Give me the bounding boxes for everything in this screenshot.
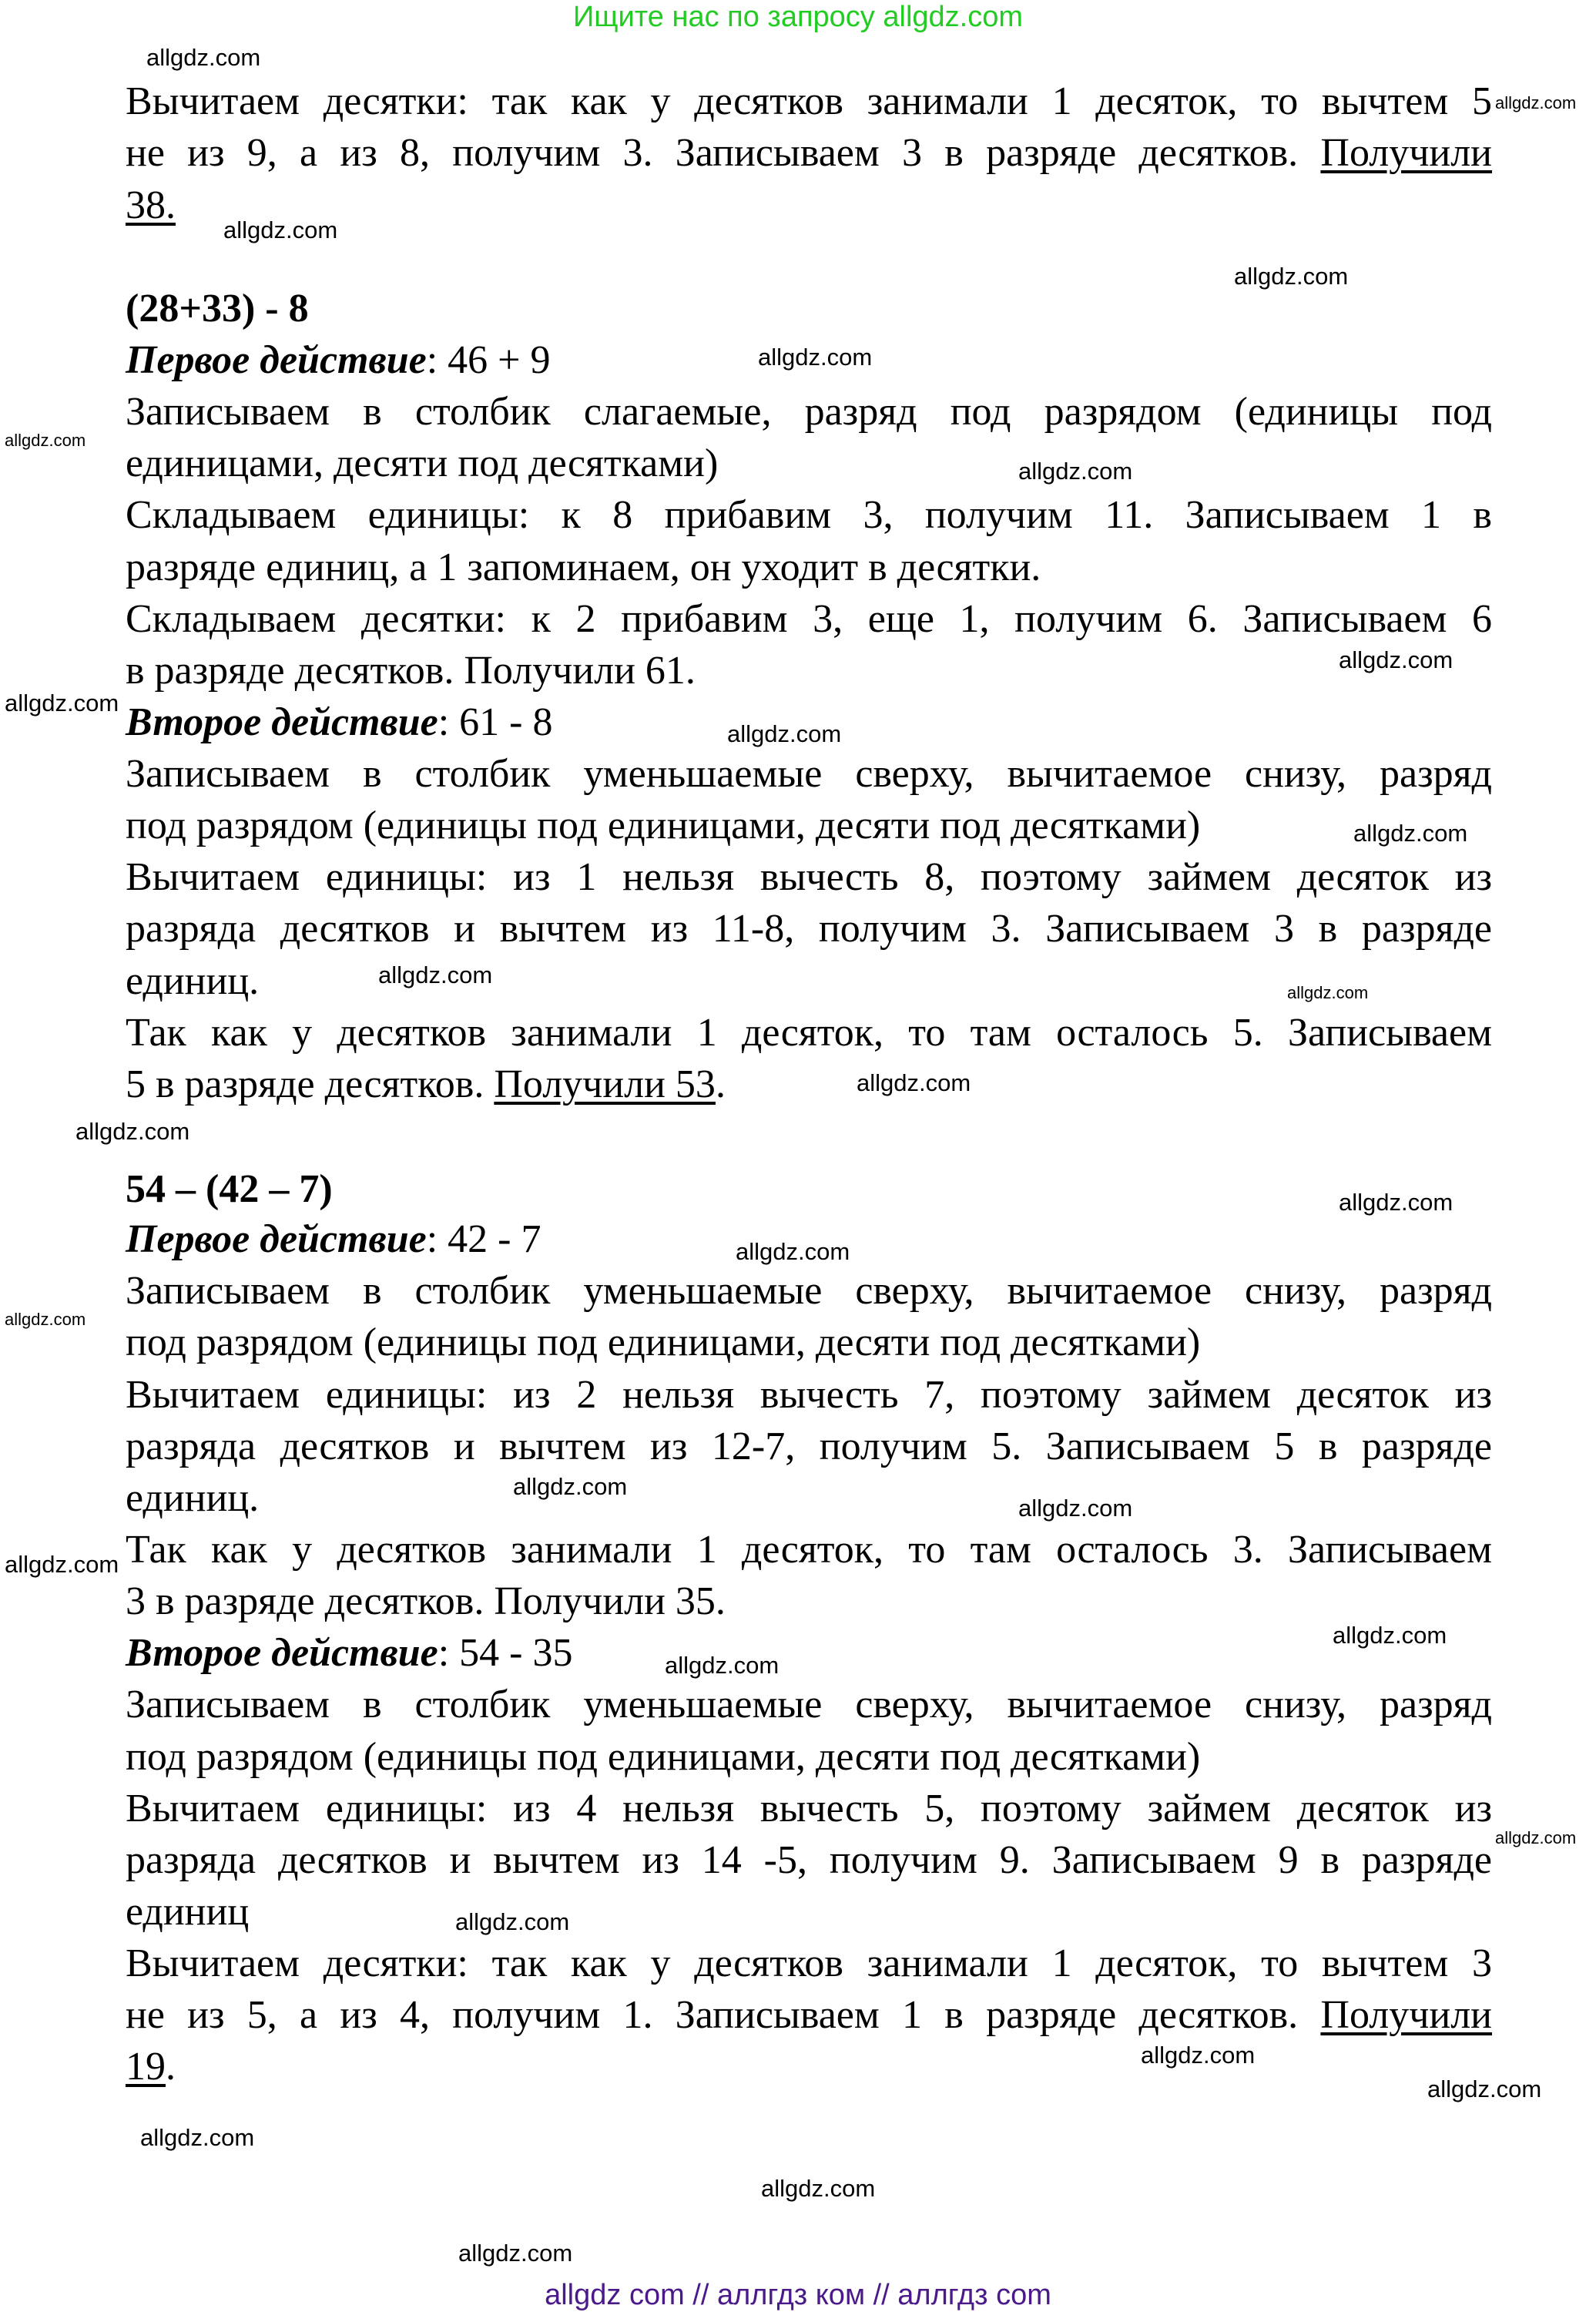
text-line xyxy=(126,1938,1492,1989)
watermark: allgdz.com xyxy=(1353,820,1468,847)
watermark: allgdz.com xyxy=(75,1118,190,1145)
text-line xyxy=(126,748,1492,800)
text-line xyxy=(126,593,1492,645)
watermark: allgdz.com xyxy=(513,1473,628,1500)
text-line xyxy=(126,696,552,748)
line-text: разряда десятков и вычтем из 12-7, получим 5. Записываем 5 в разряде xyxy=(126,1424,1492,1468)
answer-underlined: 38. xyxy=(126,183,176,227)
text-line xyxy=(126,127,1492,179)
text-line xyxy=(126,800,1200,851)
watermark: allgdz.com xyxy=(857,1069,971,1096)
line-text: единицами, десяти под десятками) xyxy=(126,441,719,485)
action-label: Второе действие xyxy=(126,1631,438,1675)
line-text: Складываем десятки: к 2 прибавим 3, еще 1, получим 6. Записываем 6 xyxy=(126,597,1492,641)
text-line xyxy=(126,489,1492,541)
text-line xyxy=(126,1213,541,1265)
action-label: Первое действие xyxy=(126,338,427,382)
watermark: allgdz.com xyxy=(1234,263,1349,290)
watermark: allgdz.com xyxy=(378,961,493,988)
line-text: Вычитаем единицы: из 2 нельзя вычесть 7, поэтому займем десяток из xyxy=(126,1373,1492,1417)
watermark: allgdz.com xyxy=(1333,1622,1447,1649)
line-text: (28+33) - 8 xyxy=(126,287,309,331)
line-text: Записываем в столбик уменьшаемые сверху, вычитаемое снизу, разряд xyxy=(126,1269,1492,1313)
answer-underlined: Получили 53 xyxy=(494,1062,716,1106)
line-text: Записываем в столбик слагаемые, разряд под разрядом (единицы под xyxy=(126,390,1492,434)
answer-underlined: Получили xyxy=(1320,131,1492,175)
watermark: allgdz.com xyxy=(736,1238,850,1265)
text-line xyxy=(126,1265,1492,1317)
text-line xyxy=(126,1575,726,1627)
watermark: allgdz.com xyxy=(455,1908,570,1935)
text-line xyxy=(126,645,696,696)
watermark: allgdz.com xyxy=(140,2124,255,2151)
text-line xyxy=(126,180,176,231)
text-line xyxy=(126,1524,1492,1575)
watermark: allgdz.com xyxy=(1339,646,1454,673)
line-text: не из 5, а из 4, получим 1. Записываем 1 в разряде десятков. xyxy=(126,1993,1321,2037)
line-text: . xyxy=(715,1062,726,1106)
watermark: allgdz.com xyxy=(1141,2042,1256,2069)
text-line xyxy=(126,1421,1492,1472)
text-line xyxy=(126,1627,572,1679)
line-text: 54 – (42 – 7) xyxy=(126,1167,333,1211)
line-text: 5 в разряде десятков. xyxy=(126,1062,495,1106)
watermark: allgdz.com xyxy=(146,44,261,71)
text-line xyxy=(126,1369,1492,1421)
text-line xyxy=(126,851,1492,903)
expression-heading xyxy=(126,1163,333,1215)
text-line xyxy=(126,1007,1492,1059)
line-text: разряде единиц, а 1 запоминаем, он уходит в десятки. xyxy=(126,545,1041,589)
line-text: Вычитаем десятки: так как у десятков занимали 1 десяток, то вычтем 3 xyxy=(126,1941,1492,1985)
text-line xyxy=(126,2041,176,2092)
line-text: единиц. xyxy=(126,959,260,1003)
line-text: 3 в разряде десятков. Получили 35. xyxy=(126,1579,726,1623)
answer-underlined: Получили xyxy=(1320,1993,1492,2037)
text-line xyxy=(126,76,1492,127)
line-text: Записываем в столбик уменьшаемые сверху, вычитаемое снизу, разряд xyxy=(126,752,1492,796)
line-text: не из 9, а из 8, получим 3. Записываем 3 в разряде десятков. xyxy=(126,131,1321,175)
watermark: allgdz.com xyxy=(665,1652,780,1679)
line-text: Вычитаем единицы: из 1 нельзя вычесть 8, поэтому займем десяток из xyxy=(126,855,1492,899)
line-text: Вычитаем десятки: так как у десятков занимали 1 десяток, то вычтем 5 xyxy=(126,79,1492,123)
line-text: : 54 - 35 xyxy=(438,1631,573,1675)
text-line xyxy=(126,1317,1200,1368)
line-text: в разряде десятков. Получили 61. xyxy=(126,649,696,693)
text-line xyxy=(126,438,718,489)
line-text: под разрядом (единицы под единицами, десяти под десятками) xyxy=(126,804,1201,847)
text-line xyxy=(126,1472,259,1524)
line-text: . xyxy=(166,2045,176,2089)
watermark: allgdz.com xyxy=(1495,1828,1577,1847)
action-label: Первое действие xyxy=(126,1217,427,1261)
line-text: : 61 - 8 xyxy=(438,700,553,744)
search-banner: Ищите нас по запросу allgdz.com xyxy=(572,1,1023,33)
line-text: единиц xyxy=(126,1890,250,1934)
line-text: Так как у десятков занимали 1 десяток, то там осталось 5. Записываем xyxy=(126,1011,1492,1055)
watermark: allgdz.com xyxy=(1287,983,1369,1002)
watermark: allgdz.com xyxy=(1339,1189,1454,1216)
watermark: allgdz.com xyxy=(223,216,338,243)
line-text: : 42 - 7 xyxy=(426,1217,542,1261)
watermark: allgdz.com xyxy=(5,431,86,450)
watermark: allgdz.com xyxy=(1018,1495,1133,1522)
text-line xyxy=(126,1989,1492,2041)
line-text: под разрядом (единицы под единицами, десяти под десятками) xyxy=(126,1320,1201,1364)
expression-heading xyxy=(126,283,309,334)
watermark: allgdz.com xyxy=(458,2240,573,2267)
footer-banner: allgdz com // аллгдз ком // аллгдз com xyxy=(545,2279,1051,2311)
watermark: allgdz.com xyxy=(5,1551,119,1578)
line-text: Так как у десятков занимали 1 десяток, то там осталось 3. Записываем xyxy=(126,1528,1492,1572)
watermark: allgdz.com xyxy=(727,720,842,747)
line-text: единиц. xyxy=(126,1476,260,1520)
line-text: Вычитаем единицы: из 4 нельзя вычесть 5, поэтому займем десяток из xyxy=(126,1787,1492,1830)
watermark: allgdz.com xyxy=(1427,2075,1542,2102)
text-line xyxy=(126,1059,726,1110)
text-line xyxy=(126,334,551,386)
watermark: allgdz.com xyxy=(1495,93,1577,112)
text-line xyxy=(126,542,1041,593)
line-text: разряда десятков и вычтем из 14 -5, получим 9. Записываем 9 в разряде xyxy=(126,1838,1492,1882)
answer-underlined: 19 xyxy=(126,2045,166,2089)
text-line xyxy=(126,1886,249,1938)
watermark: allgdz.com xyxy=(1018,458,1133,485)
text-line xyxy=(126,1679,1492,1730)
text-line xyxy=(126,1834,1492,1886)
watermark: allgdz.com xyxy=(758,344,873,371)
watermark: allgdz.com xyxy=(761,2175,876,2202)
watermark: allgdz.com xyxy=(5,1310,86,1329)
line-text: Складываем единицы: к 8 прибавим 3, получим 11. Записываем 1 в xyxy=(126,493,1492,537)
text-line xyxy=(126,386,1492,438)
text-line xyxy=(126,955,259,1007)
text-line xyxy=(126,1731,1200,1783)
line-text: под разрядом (единицы под единицами, десяти под десятками) xyxy=(126,1735,1201,1779)
line-text: : 46 + 9 xyxy=(426,338,551,382)
action-label: Второе действие xyxy=(126,700,438,744)
text-line xyxy=(126,903,1492,955)
watermark: allgdz.com xyxy=(5,690,119,716)
text-line xyxy=(126,1783,1492,1834)
line-text: разряда десятков и вычтем из 11-8, получим 3. Записываем 3 в разряде xyxy=(126,907,1492,951)
line-text: Записываем в столбик уменьшаемые сверху, вычитаемое снизу, разряд xyxy=(126,1683,1492,1726)
